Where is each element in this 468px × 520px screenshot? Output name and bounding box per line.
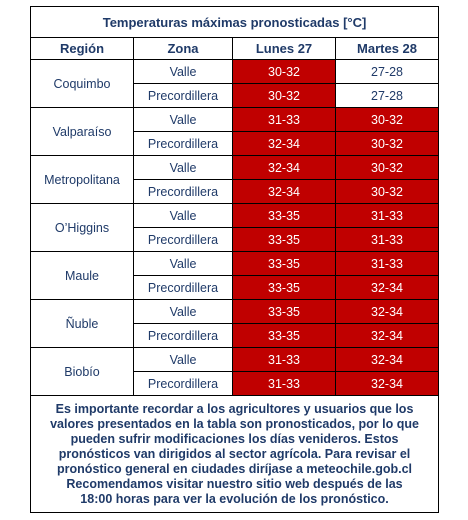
table-row xyxy=(31,60,439,84)
region-name: Maule xyxy=(31,252,134,300)
note-line: pronósticos van dirigidos al sector agrícola. Para revisar el xyxy=(58,446,411,461)
zone-name: Valle xyxy=(134,348,233,372)
table-row xyxy=(31,252,439,276)
day2-value: 31-33 xyxy=(336,228,439,252)
header-day1: Lunes 27 xyxy=(233,38,336,60)
day1-value: 30-32 xyxy=(233,60,336,84)
note-line: Es importante recordar a los agricultores y usuarios que los xyxy=(55,401,414,416)
note-row xyxy=(31,396,439,513)
temperature-forecast-table xyxy=(30,6,439,513)
day2-value: 27-28 xyxy=(336,60,439,84)
zone-name: Precordillera xyxy=(134,372,233,396)
zone-name: Precordillera xyxy=(134,228,233,252)
zone-name: Valle xyxy=(134,108,233,132)
day2-value: 30-32 xyxy=(336,180,439,204)
zone-name: Valle xyxy=(134,300,233,324)
zone-name: Valle xyxy=(134,60,233,84)
day2-value: 32-34 xyxy=(336,276,439,300)
day1-value: 33-35 xyxy=(233,228,336,252)
note-line: pronóstico general en ciudades diríjase a meteochile.gob.cl xyxy=(57,461,412,476)
day2-value: 30-32 xyxy=(336,108,439,132)
day1-value: 33-35 xyxy=(233,204,336,228)
day2-value: 31-33 xyxy=(336,204,439,228)
day1-value: 32-34 xyxy=(233,156,336,180)
region-name: O’Higgins xyxy=(31,204,134,252)
note-line: Recomendamos visitar nuestro sitio web después de las xyxy=(66,476,403,491)
day1-value: 32-34 xyxy=(233,180,336,204)
table-row xyxy=(31,300,439,324)
day1-value: 32-34 xyxy=(233,132,336,156)
zone-name: Valle xyxy=(134,252,233,276)
zone-name: Valle xyxy=(134,156,233,180)
note-line: 18:00 horas para ver la evolución de los pronóstico. xyxy=(80,491,389,506)
note-line: valores presentados en la tabla son pronosticados, por lo que xyxy=(50,416,419,431)
table-header-row xyxy=(31,38,439,60)
table-title-row xyxy=(31,7,439,38)
region-name: Coquimbo xyxy=(31,60,134,108)
day1-value: 33-35 xyxy=(233,324,336,348)
day2-value: 32-34 xyxy=(336,300,439,324)
table-row xyxy=(31,108,439,132)
day2-value: 27-28 xyxy=(336,84,439,108)
zone-name: Precordillera xyxy=(134,84,233,108)
header-day2: Martes 28 xyxy=(336,38,439,60)
forecast-disclaimer xyxy=(31,396,439,513)
day1-value: 33-35 xyxy=(233,252,336,276)
day1-value: 30-32 xyxy=(233,84,336,108)
day2-value: 32-34 xyxy=(336,324,439,348)
header-region: Región xyxy=(31,38,134,60)
note-line: pueden sufrir modificaciones los días venideros. Estos xyxy=(70,431,399,446)
day2-value: 30-32 xyxy=(336,156,439,180)
region-name: Biobío xyxy=(31,348,134,396)
day1-value: 33-35 xyxy=(233,276,336,300)
zone-name: Precordillera xyxy=(134,324,233,348)
zone-name: Precordillera xyxy=(134,132,233,156)
day1-value: 31-33 xyxy=(233,372,336,396)
day1-value: 33-35 xyxy=(233,300,336,324)
day2-value: 31-33 xyxy=(336,252,439,276)
day1-value: 31-33 xyxy=(233,348,336,372)
day2-value: 32-34 xyxy=(336,372,439,396)
zone-name: Precordillera xyxy=(134,180,233,204)
zone-name: Precordillera xyxy=(134,276,233,300)
table-row xyxy=(31,156,439,180)
region-name: Metropolitana xyxy=(31,156,134,204)
day2-value: 32-34 xyxy=(336,348,439,372)
day1-value: 31-33 xyxy=(233,108,336,132)
table-row xyxy=(31,348,439,372)
region-name: Ñuble xyxy=(31,300,134,348)
day2-value: 30-32 xyxy=(336,132,439,156)
zone-name: Valle xyxy=(134,204,233,228)
table-row xyxy=(31,204,439,228)
table-title: Temperaturas máximas pronosticadas [°C] xyxy=(31,7,439,38)
region-name: Valparaíso xyxy=(31,108,134,156)
header-zone: Zona xyxy=(134,38,233,60)
